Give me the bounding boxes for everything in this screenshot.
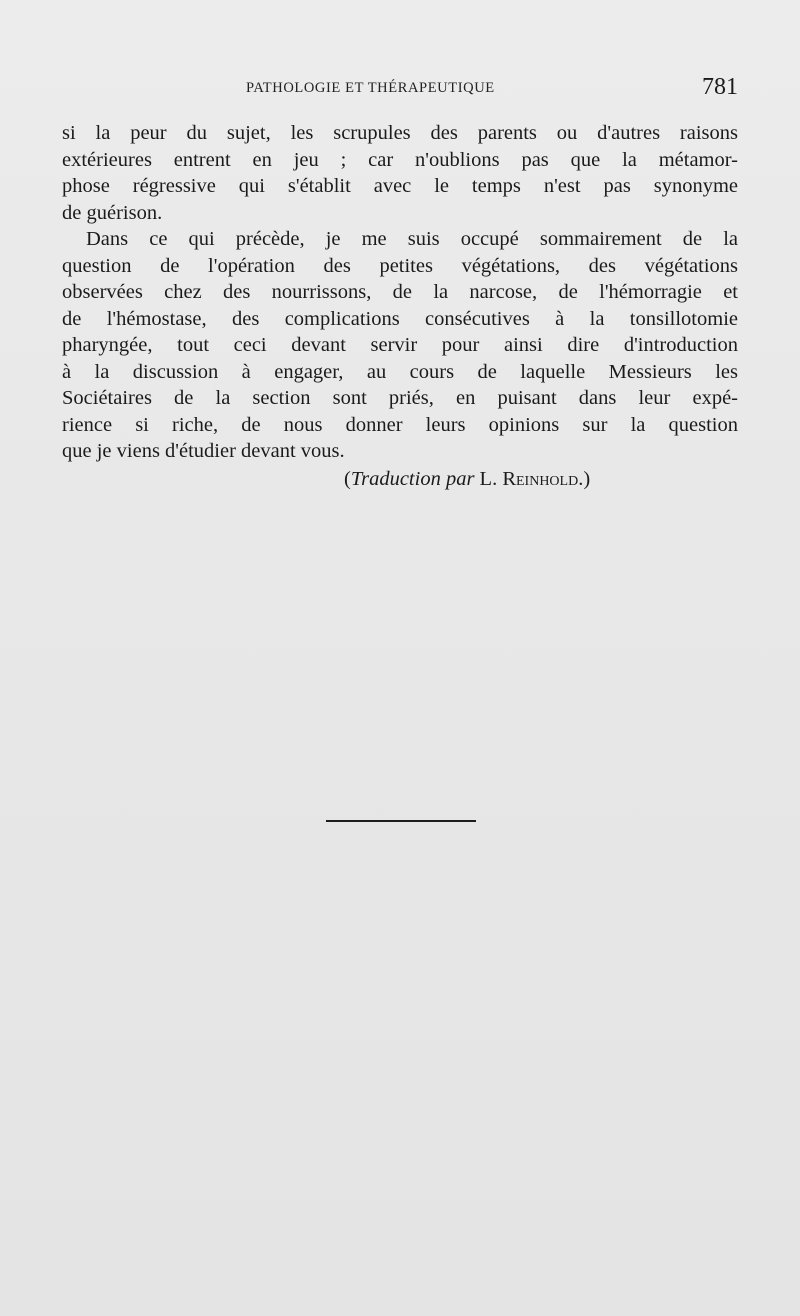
body-text xyxy=(62,120,738,465)
credit-label: Traduction par xyxy=(350,468,475,490)
page-number: 781 xyxy=(702,74,738,100)
text-line: Dans ce qui précède, je me suis occupé sommairement de la xyxy=(86,228,738,250)
text-line: observées chez des nourrissons, de la narcose, de l'hémorragie et xyxy=(62,281,738,303)
running-title: PATHOLOGIE ET THÉRAPEUTIQUE xyxy=(246,80,495,96)
text-line: de guérison. xyxy=(62,201,163,224)
text-line: de l'hémostase, des complications consécutives à la tonsillotomie xyxy=(62,307,738,330)
text-line: rience si riche, de nous donner leurs opinions sur la question xyxy=(62,413,738,436)
translator-name: Reinhold. xyxy=(502,468,584,490)
text-line: question de l'opération des petites végétations, des végétations xyxy=(62,254,738,277)
translator-credit xyxy=(344,466,590,492)
text-line: extérieures entrent en jeu ; car n'oublions pas que la métamor- xyxy=(62,148,738,171)
translator-initial: L. xyxy=(479,468,498,490)
credit-close-paren: ) xyxy=(583,468,591,490)
text-line: phose régressive qui s'établit avec le temps n'est pas synonyme xyxy=(62,175,738,197)
text-line: si la peur du sujet, les scrupules des parents ou d'autres raisons xyxy=(62,122,738,144)
end-rule xyxy=(326,820,476,822)
text-line: Sociétaires de la section sont priés, en puisant dans leur expé- xyxy=(62,387,738,409)
credit-open-paren: ( xyxy=(344,468,351,490)
text-line: que je viens d'étudier devant vous. xyxy=(62,440,345,462)
text-line: à la discussion à engager, au cours de laquelle Messieurs les xyxy=(62,360,738,383)
text-line: pharyngée, tout ceci devant servir pour ainsi dire d'introduction xyxy=(62,334,738,356)
